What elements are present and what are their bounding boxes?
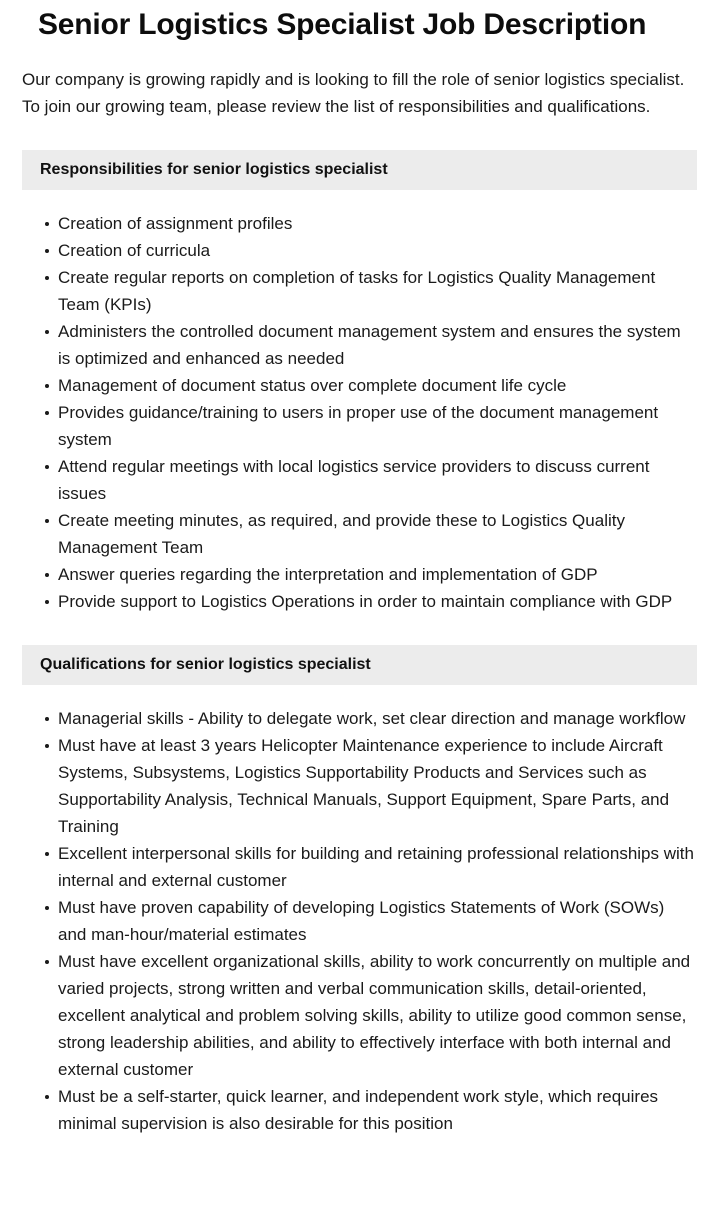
- list-item: Excellent interpersonal skills for building and retaining professional relationships with internal and external customer: [58, 840, 697, 894]
- list-item: Managerial skills - Ability to delegate work, set clear direction and manage workflow: [58, 705, 697, 732]
- qualifications-list: [0, 685, 720, 1137]
- page-title: Senior Logistics Specialist Job Description: [38, 8, 647, 41]
- page-bottom-spacer: [0, 1137, 720, 1173]
- list-item: Provide support to Logistics Operations in order to maintain compliance with GDP: [58, 588, 697, 615]
- list-item: Create regular reports on completion of tasks for Logistics Quality Management Team (KPIs): [58, 264, 697, 318]
- responsibilities-section: [0, 150, 720, 615]
- qualifications-section: [0, 645, 720, 1137]
- list-item: Answer queries regarding the interpretation and implementation of GDP: [58, 561, 697, 588]
- list-item: Management of document status over complete document life cycle: [58, 372, 697, 399]
- qualifications-heading: Qualifications for senior logistics specialist: [40, 656, 371, 673]
- intro-paragraph: Our company is growing rapidly and is looking to fill the role of senior logistics specialist. To join our growing team, please review the list of responsibilities and qualifications.: [22, 70, 685, 116]
- list-item: Administers the controlled document management system and ensures the system is optimized and enhanced as needed: [58, 318, 697, 372]
- list-item: Create meeting minutes, as required, and provide these to Logistics Quality Management Team: [58, 507, 697, 561]
- list-item: Must be a self-starter, quick learner, and independent work style, which requires minimal supervision is also desirable for this position: [58, 1083, 697, 1137]
- qualifications-header-band: [22, 645, 697, 685]
- list-item: Must have at least 3 years Helicopter Maintenance experience to include Aircraft Systems, Subsystems, Logistics Supportability Products and Services such as Supportability Analysis, Technical Manuals, Support Equipment, Spare Parts, and Training: [58, 732, 697, 840]
- list-item: Attend regular meetings with local logistics service providers to discuss current issues: [58, 453, 697, 507]
- responsibilities-heading: Responsibilities for senior logistics specialist: [40, 161, 388, 178]
- list-item: Creation of curricula: [58, 237, 697, 264]
- list-item: Provides guidance/training to users in proper use of the document management system: [58, 399, 697, 453]
- list-item: Creation of assignment profiles: [58, 210, 697, 237]
- responsibilities-header-band: [22, 150, 697, 190]
- responsibilities-list: [0, 190, 720, 615]
- list-item: Must have proven capability of developing Logistics Statements of Work (SOWs) and man-hour/material estimates: [58, 894, 697, 948]
- list-item: Must have excellent organizational skills, ability to work concurrently on multiple and varied projects, strong written and verbal communication skills, detail-oriented, excellent analytical and problem solving skills, ability to utilize good common sense, strong leadership abilities, and ability to effectively interface with both internal and external customer: [58, 948, 697, 1083]
